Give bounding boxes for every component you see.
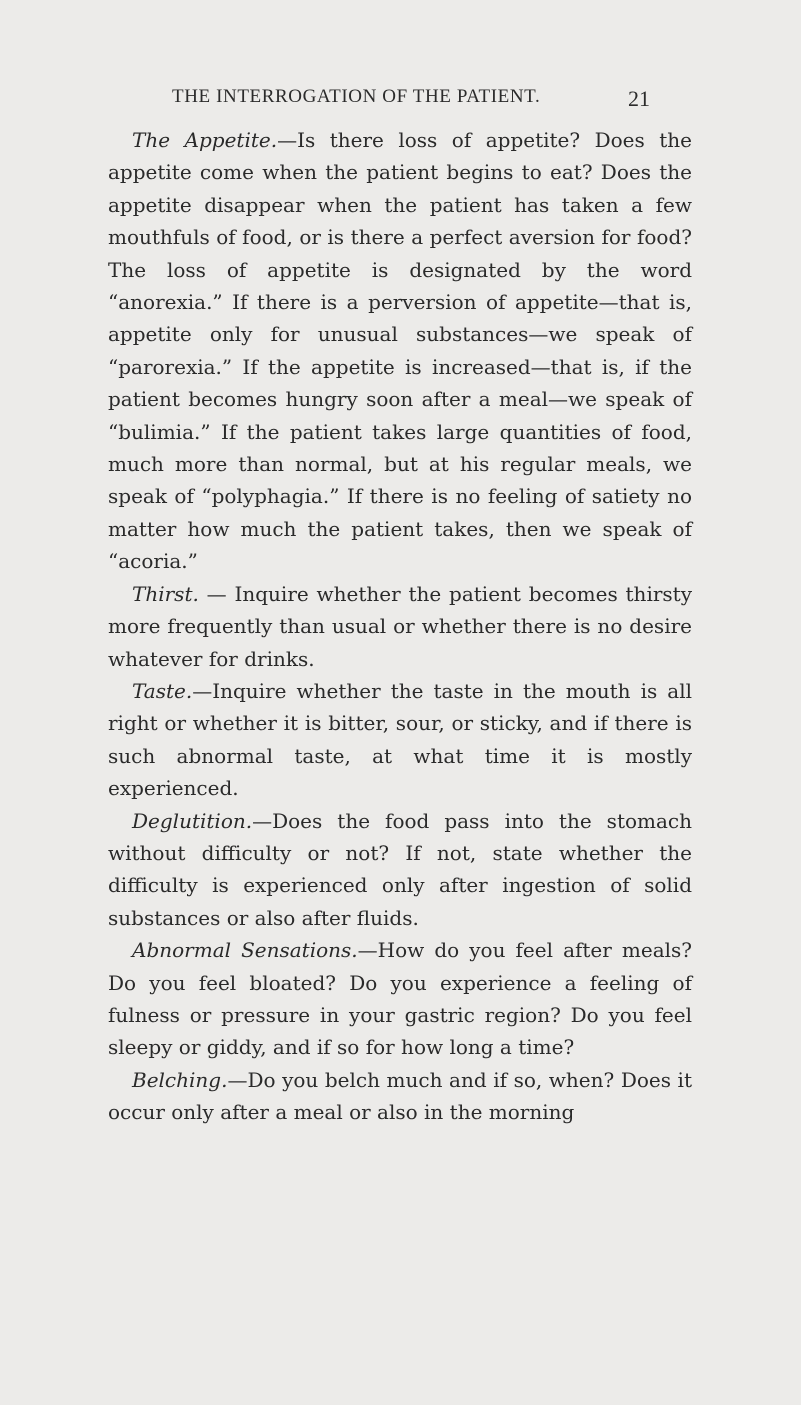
paragraph-belching xyxy=(108,1064,692,1129)
paragraph-text: — Inquire whether the patient becomes thirsty more frequently than usual or whether there is no desire whatever for drinks. xyxy=(108,581,692,671)
paragraph-text: —Do you belch much and if so, when? Does it occur only after a meal or also in the morning xyxy=(108,1067,692,1125)
paragraph-heading: Deglutition. xyxy=(132,808,253,833)
paragraph-abnormal-sensations xyxy=(108,934,692,1064)
paragraph-text: —How do you feel after meals? Do you feel bloated? Do you experience a feeling of fulness or pressure in your gastric region? Do you feel sleepy or giddy, and if so for how long a time? xyxy=(108,938,693,1060)
running-head: THE INTERROGATION OF THE PATIENT. xyxy=(172,86,541,107)
paragraph-thirst xyxy=(108,578,692,675)
paragraph-deglutition xyxy=(108,805,692,935)
paragraph-taste xyxy=(108,675,692,805)
paragraph-appetite xyxy=(108,124,692,578)
paragraph-heading: Thirst. xyxy=(132,581,199,606)
paragraph-heading: Belching. xyxy=(132,1067,228,1092)
page-number: 21 xyxy=(628,86,650,111)
paragraph-heading: Abnormal Sensations. xyxy=(132,938,358,963)
paragraph-text: —Does the food pass into the stomach without difficulty or not? If not, state whether the difficulty is experienced only after ingestion of solid substances or also after fluids. xyxy=(108,808,692,930)
body-text xyxy=(108,124,692,1129)
paragraph-heading: Taste. xyxy=(132,678,193,703)
paragraph-text: —Is there loss of appetite? Does the appetite come when the patient begins to eat? Does the appetite disappear when the patient has taken a few mouthfuls of food, or is there a perfect aversion for food? The loss of appetite is designated by the word “anorexia.” If there is a perversion of appetite—that is, appetite only for unusual substances—we speak of “parorexia.” If the appetite is increased—that is, if the patient becomes hungry soon after a meal—we speak of “bulimia.” If the patient takes large quantities of food, much more than normal, but at his regular meals, we speak of “polyphagia.” If there is no feeling of satiety no matter how much the patient takes, then we speak of “acoria.” xyxy=(108,128,692,574)
paragraph-text: —Inquire whether the taste in the mouth is all right or whether it is bitter, sour, or sticky, and if there is such abnormal taste, at what time it is mostly experienced. xyxy=(108,678,692,801)
paragraph-heading: The Appetite. xyxy=(132,128,278,152)
